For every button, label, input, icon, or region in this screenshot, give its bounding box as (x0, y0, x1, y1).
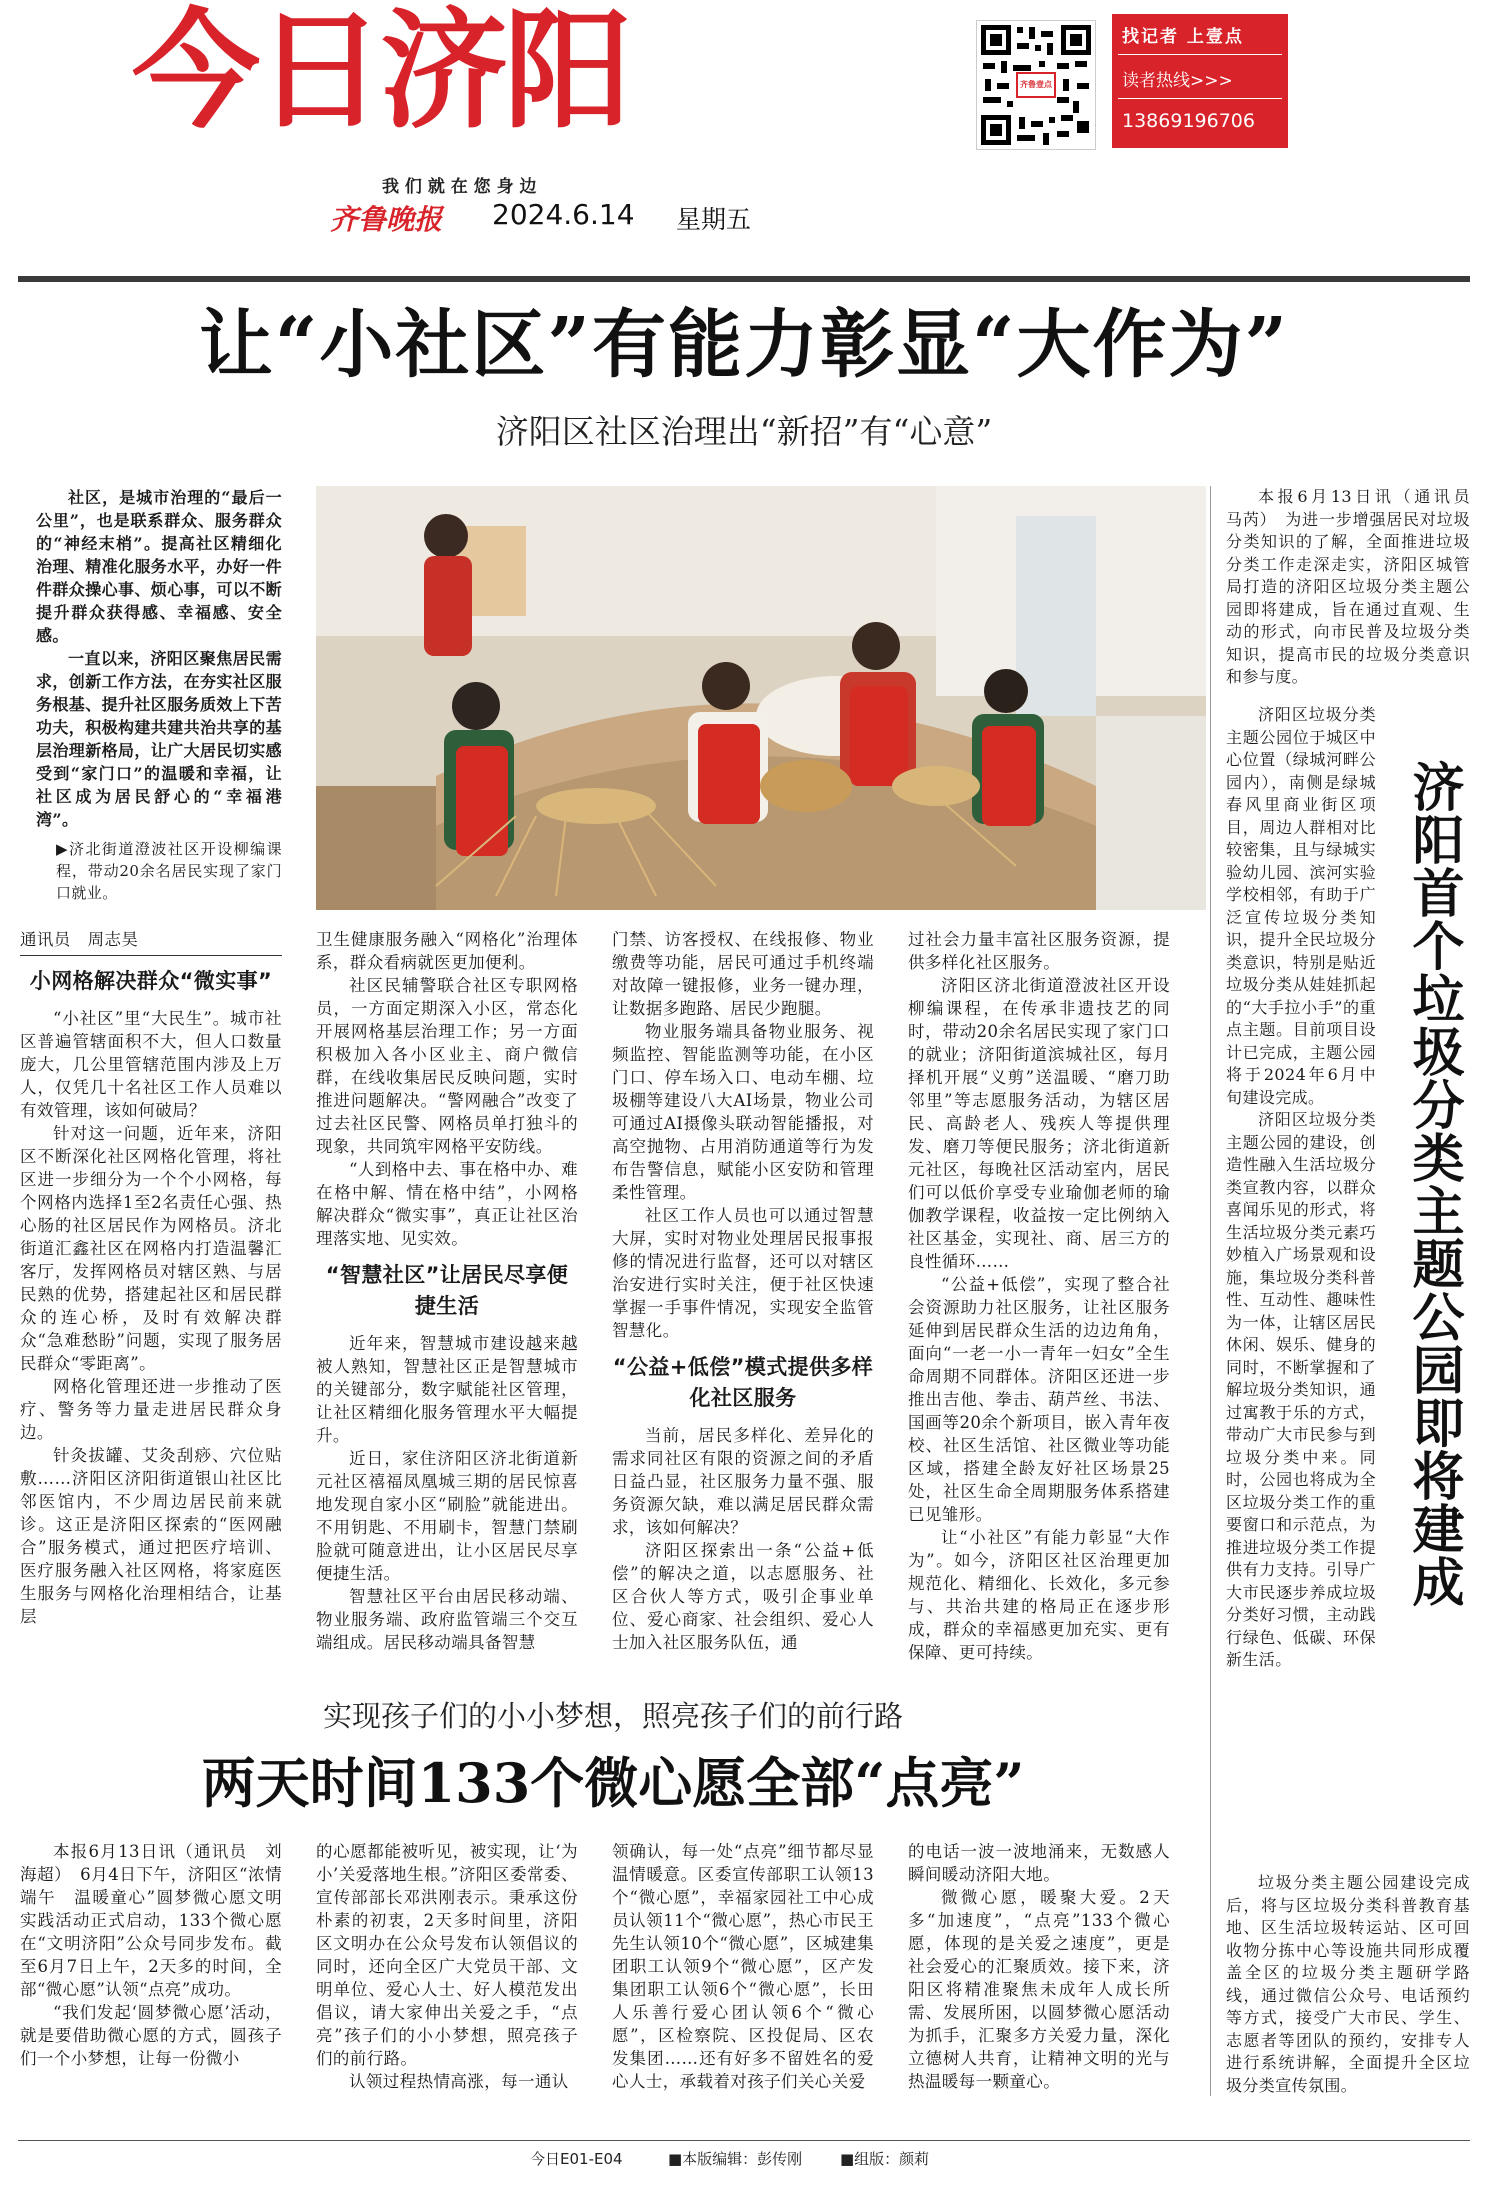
body-paragraph: 济阳区探索出一条“公益+低偿”的解决之道，以志愿服务、社区合伙人等方式，吸引企事业单位、爱心商家、社会组织、爱心人士加入社区服务队伍，通 (612, 1541, 874, 1652)
intro-paragraph: 社区，是城市治理的“最后一公里”，也是联系群众、服务群众的“神经末梢”。提高社区精细化治理、精准化服务水平，办好一件件群众操心事、烦心事，可以不断提升群众获得感、幸福感、安全感。 (36, 488, 283, 645)
sidebar-headline: 济阳首个垃圾分类主题公园即将建成 (1403, 760, 1463, 1608)
lead-col-3 (612, 928, 874, 1680)
body-paragraph: 的心愿都能被听见，被实现，让‘为小’关爱落地生根。”济阳区委常委、宣传部部长邓洪刚表示。秉承这份朴素的初衷，2天多时间里，济阳区文明办在公众号发布认领倡议的同时，还向全区广大党员干部、文明单位、爱心人士、好人模范发出倡议，请大家伸出关爱之手，“点亮”孩子们的小小梦想，照亮孩子们的前行路。 (316, 1842, 578, 2068)
sidebar-paragraph: 垃圾分类主题公园建设完成后，将与区垃圾分类科普教育基地、区生活垃圾转运站、区可回收物分拣中心等设施共同形成覆盖全区的垃圾分类主题研学路线，通过微信公众号、电话预约等方式，接受广大市民、学生、志愿者等团队的预约，安排专人进行系统讲解，全面提升全区垃圾分类宣传氛围。 (1226, 1873, 1470, 2095)
footer-designer: ■组版：颜莉 (840, 2150, 930, 2168)
footer-rule (18, 2140, 1470, 2141)
sidebar-col-bottom (1226, 1872, 1470, 2096)
paper-name-logo: 齐鲁晚报 (330, 203, 443, 236)
body-paragraph: “人到格中去、事在格中办、难在格中解、情在格中结”，小网格解决群众“微实事”，真正让社区治理落实地、见实效。 (316, 1160, 578, 1248)
masthead-title: 今日济阳 (132, 0, 629, 146)
body-paragraph: 认领过程热情高涨，每一通认 (349, 2072, 569, 2091)
sidebar-paragraph: 本报6月13日讯（通讯员 马芮） 为进一步增强居民对垃圾分类知识的了解，全面推进垃圾分类工作走深走实，济阳区城管局打造的济阳区垃圾分类主题公园即将建成，旨在通过直观、生动的形式，向市民普及垃圾分类知识，提高市民的垃圾分类意识和参与度。 (1226, 487, 1487, 686)
body-paragraph: 社区民辅警联合社区专职网格员，一方面定期深入小区，常态化开展网格基层治理工作；另一方面积极加入各小区业主、商户微信群，在线收集居民反映问题，实时推进问题解决。“警网融合”改变了过去社区民警、网格员单打独斗的现象，共同筑牢网格平安防线。 (316, 976, 578, 1156)
sidebar-intro (1226, 486, 1487, 700)
section-title-grid: 小网格解决群众“微实事” (29, 969, 273, 993)
sidebar-paragraph: 济阳区垃圾分类主题公园位于城区中心位置（绿城河畔公园内），南侧是绿城春风里商业街区项目，周边人群相对比较密集，且与绿城实验幼儿园、滨河实验学校相邻，有助于广泛宣传垃圾分类知识，提升全民垃圾分类意识，特别是贴近垃圾分类从娃娃抓起的“大手拉小手”的重点主题。目前项目设计已完成，主题公园将于2024年6月中旬建设完成。 (1226, 705, 1376, 1107)
section-title-welfare: “公益+低偿”模式提供多样化社区服务 (612, 1355, 874, 1410)
body-paragraph: 针灸拔罐、艾灸刮痧、穴位贴敷……济阳区济阳街道银山社区比邻医馆内，不少周边居民前来就诊。这正是济阳区探索的“医网融合”服务模式，通过把医疗培训、医疗服务融入社区网格，将家庭医生服务与网格化治理相结合，让基层 (20, 1446, 282, 1626)
masthead-slogan: 我 们 就 在 您 身 边 (382, 177, 537, 197)
issue-date: 2024.6.14 (492, 198, 635, 231)
body-paragraph: 社区工作人员也可以通过智慧大屏，实时对物业处理居民报事报修的情况进行监督，还可以对辖区治安进行实时关注，便于社区快速掌握一手事件情况，实现安全监管智慧化。 (612, 1206, 874, 1340)
second-col-1 (20, 1840, 282, 2090)
lead-headline: 让“小社区”有能力彰显“大作为” (198, 302, 1290, 388)
intro-paragraph: 一直以来，济阳区聚焦居民需求，创新工作方法，在夯实社区服务根基、提升社区服务质效上下苦功夫，积极构建共建共治共享的基层治理新格局，让广大居民切实感受到“家门口”的温暖和幸福，让社区成为居民舒心的“幸福港湾”。 (36, 649, 283, 829)
body-paragraph: “公益+低偿”，实现了整合社会资源助力社区服务，让社区服务延伸到居民群众生活的边边角角，面向“一老一小一青年一妇女”全生命周期不同群体。济阳区还进一步推出吉他、拳击、葫芦丝、书法、国画等20余个新项目，嵌入青年夜校、社区生活馆、社区微业等功能区域，搭建全龄友好社区场景25处，社区生命全周期服务体系搭建已见雏形。 (908, 1275, 1170, 1524)
body-paragraph: 网格化管理还进一步推动了医疗、警务等力量走进居民群众身边。 (20, 1377, 282, 1442)
sidebar-col-narrow (1226, 704, 1376, 1669)
body-paragraph: 本报6月13日讯（通讯员 刘海超） 6月4日下午，济阳区“浓情端午 温暖童心”圆梦微心愿文明实践活动正式启动，133个微心愿在“文明济阳”公众号同步发布。截至6月7日上午，2天多的时间，全部“微心愿”认领“点亮”成功。 (20, 1842, 282, 1999)
second-col-2 (316, 1840, 578, 2090)
willow-weaving-photo (316, 486, 1206, 910)
second-col-3 (612, 1840, 874, 2090)
body-paragraph: 的电话一波一波地涌来，无数感人瞬间暖动济阳大地。 (908, 1842, 1170, 1884)
footer-pages: 今日E01-E04 (530, 2150, 623, 2168)
body-paragraph: 让“小社区”有能力彰显“大作为”。如今，济阳区社区治理更加规范化、精细化、长效化，多元参与、共治共建的格局正在逐步形成，群众的幸福感更加充实、更有保障、更可持续。 (908, 1528, 1170, 1662)
body-paragraph: 物业服务端具备物业服务、视频监控、智能监测等功能，在小区门口、停车场入口、电动车棚、垃圾棚等建设八大AI场景，物业公司可通过AI摄像头联动智能播报，对高空抛物、占用消防通道等行为发布告警信息，赋能小区安防和管理柔性管理。 (612, 1022, 874, 1202)
lead-col-1 (20, 928, 282, 1680)
lead-col-2 (316, 928, 578, 1680)
photo-caption: ▶济北街道澄波社区开设柳编课程，带动20余名居民实现了家门口就业。 (56, 840, 282, 902)
lead-intro (36, 486, 283, 829)
reader-hotline-label: 读者热线>>> (1122, 71, 1233, 91)
hotline-number: 13869196706 (1122, 110, 1255, 132)
body-paragraph: “小社区”里“大民生”。城市社区普遍管辖面积不大，但人口数量庞大，几公里管辖范围内涉及上万人，仅凭几十名社区工作人员难以有效管理，该如何破局？ (20, 1009, 282, 1120)
body-paragraph: 过社会力量丰富社区服务资源，提供多样化社区服务。 (908, 930, 1170, 972)
column-divider (1210, 486, 1211, 2096)
body-paragraph: 领确认，每一处“点亮”细节都尽显温情暖意。区委宣传部职工认领13个“微心愿”，幸福家园社工中心成员认领11个“微心愿”，热心市民王先生认领10个“微心愿”，区城建集团职工认领9个“微心愿”，区产发集团职工认领6个“微心愿”，长田人乐善行爱心团认领6个“微心愿”，区检察院、区投促局、区农发集团……还有好多不留姓名的爱心人士，承载着对孩子们关心关爱 (612, 1842, 874, 2091)
reporter-byline: 通讯员 周志昊 (20, 928, 282, 956)
body-paragraph: 济阳区济北街道澄波社区开设柳编课程，在传承非遗技艺的同时，带动20余名居民实现了家门口的就业；济阳街道滨城社区，每月择机开展“义剪”送温暖、“磨刀助邻里”等志愿服务活动，为辖区居民、高龄老人、残疾人等提供理发、磨刀等便民服务；济北街道新元社区，每晚社区活动室内，居民们可以低价享受专业瑜伽老师的瑜伽教学课程，收益按一定比例纳入社区基金，实现社、商、居三方的良性循环…… (908, 976, 1170, 1271)
lead-col-4 (908, 928, 1170, 1680)
body-paragraph: 针对这一问题，近年来，济阳区不断深化社区网格化管理，将社区进一步细分为一个个小网格，每个网格内选择1至2名责任心强、热心肠的社区居民作为网格员。济北街道汇鑫社区在网格内打造温馨汇客厅，发挥网格员对辖区熟、与居民熟的优势，搭建起社区和居民群众的连心桥，及时有效解决群众“急难愁盼”问题，实现了服务居民群众“零距离”。 (20, 1124, 282, 1373)
reader-hotline-box (1112, 14, 1288, 148)
lead-subheadline: 济阳区社区治理出“新招”有“心意” (495, 412, 993, 451)
body-paragraph: 近年来，智慧城市建设越来越被人熟知，智慧社区正是智慧城市的关键部分，数字赋能社区管理，让社区精细化服务管理水平大幅提升。 (316, 1334, 578, 1445)
reporter-contact-label: 找记者 上壹点 (1122, 27, 1244, 47)
body-paragraph: 智慧社区平台由居民移动端、物业服务端、政府监管端三个交互端组成。居民移动端具备智慧 (316, 1587, 578, 1652)
issue-weekday: 星期五 (676, 205, 752, 234)
body-paragraph: 当前，居民多样化、差异化的需求同社区有限的资源之间的矛盾日益凸显，社区服务力量不强、服务资源欠缺，难以满足居民群众需求，该如何解决？ (612, 1426, 874, 1537)
masthead-rule (18, 276, 1470, 282)
body-paragraph: 门禁、访客授权、在线报修、物业缴费等功能，居民可通过手机终端对故障一键报修，业务一键办理，让数据多跑路、居民少跑腿。 (612, 930, 874, 1018)
footer-editor: ■本版编辑：彭传刚 (668, 2150, 803, 2168)
sidebar-paragraph: 济阳区垃圾分类主题公园的建设，创造性融入生活垃圾分类宣教内容，以群众喜闻乐见的形式，将生活垃圾分类元素巧妙植入广场景观和设施，集垃圾分类科普性、互动性、趣味性为一体，让辖区居民休闲、娱乐、健身的同时，不断掌握和了解垃圾分类知识，通过寓教于乐的方式，带动广大市民参与到垃圾分类中来。同时，公园也将成为全区垃圾分类工作的重要窗口和示范点，为推进垃圾分类工作提供有力支持。引导广大市民逐步养成垃圾分类好习惯，主动践行绿色、低碳、环保新生活。 (1226, 1110, 1376, 1669)
qr-center-label: 齐鲁壹点 (1020, 80, 1052, 89)
body-paragraph: 微微心愿，暖聚大爱。2天多“加速度”，“点亮”133个微心愿，体现的是关爱之速度”，更是社会爱心的汇聚质效。接下来，济阳区将精准聚焦未成年人成长所需、发展所困，以圆梦微心愿活动为抓手，汇聚多方关爱力量，深化立德树人共育，让精神文明的光与热温暖每一颗童心。 (908, 1888, 1170, 2091)
body-paragraph: 近日，家住济阳区济北街道新元社区禧福凤凰城三期的居民惊喜地发现自家小区“刷脸”就能进出。不用钥匙、不用刷卡，智慧门禁刷脸就可随意进出，让小区居民尽享便捷生活。 (316, 1449, 578, 1583)
body-paragraph: 卫生健康服务融入“网格化”治理体系，群众看病就医更加便利。 (316, 930, 578, 972)
section-title-smart: “智慧社区”让居民尽享便捷生活 (325, 1263, 569, 1318)
second-subheadline: 实现孩子们的小小梦想，照亮孩子们的前行路 (322, 1699, 903, 1733)
second-headline: 两天时间133个微心愿全部“点亮” (201, 1751, 1025, 1815)
second-col-4 (908, 1840, 1170, 2090)
body-paragraph: “我们发起‘圆梦微心愿’活动，就是要借助微心愿的方式，圆孩子们一个小梦想，让每一份微小 (20, 2003, 282, 2068)
qr-code (976, 20, 1096, 150)
